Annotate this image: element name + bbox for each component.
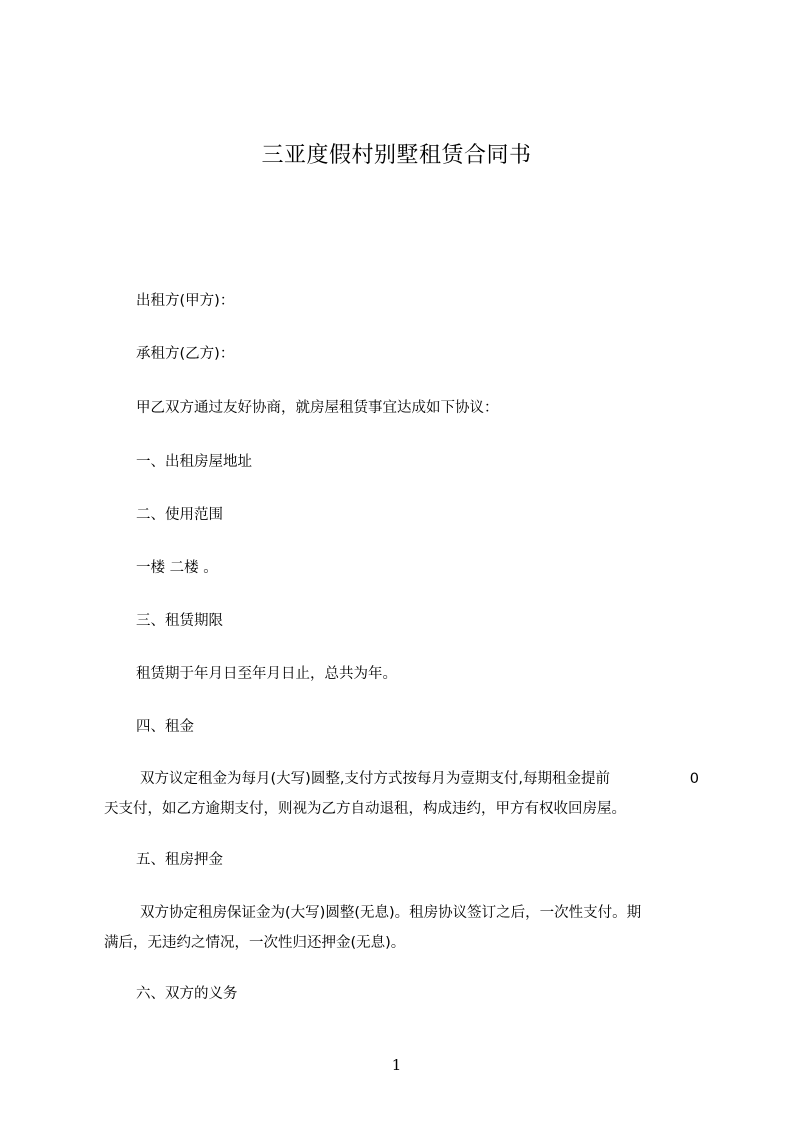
section-4-paragraph-text-1: 双方议定租金为每月(大写)圆整,支付方式按每月为壹期支付,每期租金提前 [140, 771, 611, 787]
lessee-line: 承租方(乙方)： [136, 346, 235, 362]
section-6-heading: 六、双方的义务 [136, 986, 238, 1002]
document-title: 三亚度假村别墅租赁合同书 [261, 143, 532, 168]
section-4-paragraph-line-2: 天支付，如乙方逾期支付，则视为乙方自动退租，构成违约，甲方有权收回房屋。 [104, 801, 626, 817]
section-5-heading: 五、租房押金 [136, 852, 223, 868]
section-5-paragraph-line-1: 双方协定租房保证金为(大写)圆整(无息)。租房协议签订之后，一次性支付。期 [140, 905, 642, 921]
section-2-heading: 二、使用范围 [136, 507, 223, 523]
section-4-heading: 四、租金 [136, 719, 194, 735]
section-4-paragraph-line-1 [104, 764, 699, 794]
section-2-content: 一楼 二楼 。 [136, 560, 218, 576]
section-5-paragraph [104, 898, 699, 958]
section-4-paragraph [104, 764, 699, 824]
section-5-paragraph-line-2: 满后，无违约之情况，一次性归还押金(无息)。 [104, 935, 406, 951]
section-3-content: 租赁期于年月日至年月日止，总共为年。 [136, 666, 397, 682]
advance-days-value: 0 [689, 771, 699, 787]
lessor-line: 出租方(甲方)： [136, 293, 235, 309]
page-number: 1 [391, 1056, 402, 1074]
section-3-heading: 三、租赁期限 [136, 613, 223, 629]
agreement-intro: 甲乙双方通过友好协商，就房屋租赁事宜达成如下协议： [136, 400, 499, 416]
section-1-heading: 一、出租房屋地址 [136, 454, 252, 470]
